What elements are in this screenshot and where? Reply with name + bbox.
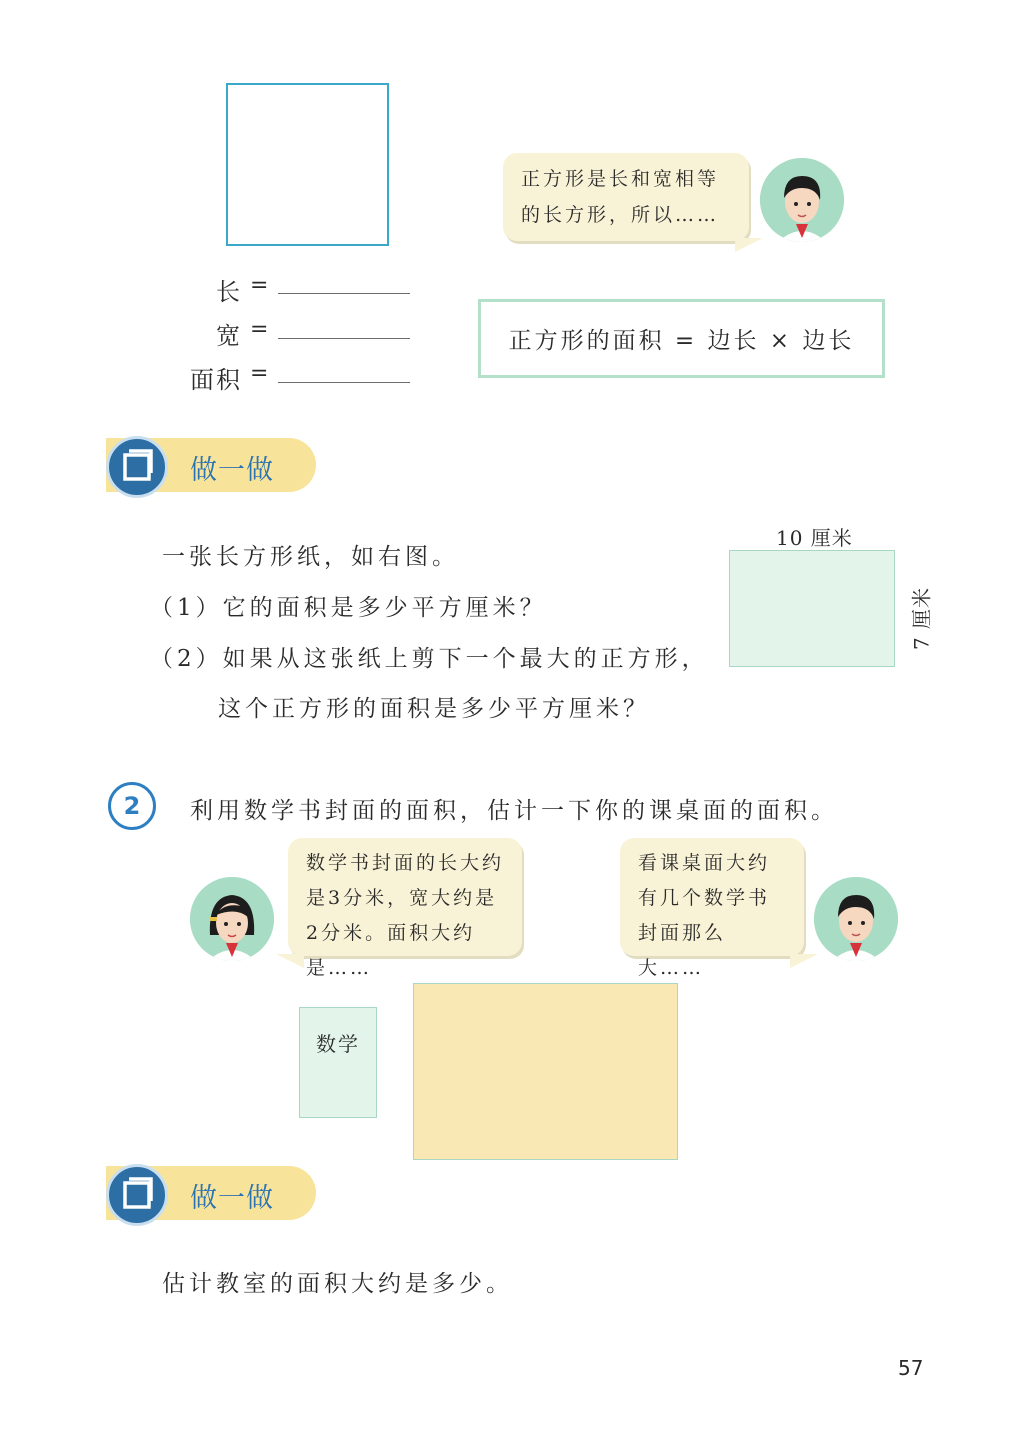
paper-rectangle [729, 550, 895, 667]
equals-sign: = [250, 317, 269, 342]
equals-sign: = [250, 361, 269, 386]
question-2-line-2: 这个正方形的面积是多少平方厘米？ [218, 696, 650, 722]
area-label: 面积 [190, 366, 242, 394]
boy-avatar [814, 877, 898, 961]
bubble-text: 正方形是长和宽相等的长方形，所以…… [521, 168, 720, 226]
square-figure [226, 83, 389, 246]
problem-2-text: 利用数学书封面的面积，估计一下你的课桌面的面积。 [190, 798, 838, 824]
practice-icon [106, 1164, 168, 1226]
girl-speech-bubble [288, 838, 522, 979]
rectangle-width-label: 10 厘米 [776, 526, 853, 550]
width-label: 宽 [216, 322, 242, 350]
speech-bubble [503, 153, 749, 241]
boy-speech-bubble [620, 838, 804, 979]
length-label: 长 [216, 278, 242, 306]
math-book-cover [299, 1007, 377, 1118]
boy-avatar [760, 158, 844, 242]
desk-surface [413, 983, 678, 1160]
classroom-question: 估计教室的面积大约是多少。 [162, 1271, 513, 1297]
question-1: （1）它的面积是多少平方厘米？ [150, 595, 547, 621]
rectangle-height-label: 7 厘米 [909, 586, 934, 651]
formula-text: 正方形的面积 = 边长 × 边长 [508, 328, 855, 354]
equals-sign: = [250, 273, 269, 298]
bubble-tail [790, 954, 818, 968]
boy-bubble-text: 看课桌面大约有几个数学书封面那么大…… [638, 852, 771, 979]
page-number: 57 [898, 1356, 924, 1380]
problem-number: 2 [108, 782, 156, 830]
area-answer-line[interactable] [278, 382, 410, 383]
square-area-formula [478, 299, 885, 378]
practice-icon [106, 436, 168, 498]
question-2-line-1: （2）如果从这张纸上剪下一个最大的正方形， [150, 646, 709, 672]
bubble-tail [276, 954, 304, 968]
banner-label: 做一做 [190, 455, 274, 486]
book-label: 数学 [316, 1032, 360, 1056]
bubble-tail [735, 238, 763, 252]
width-answer-line[interactable] [278, 338, 410, 339]
banner-label: 做一做 [190, 1183, 274, 1214]
problem-intro: 一张长方形纸，如右图。 [162, 544, 459, 570]
length-answer-line[interactable] [278, 293, 410, 294]
girl-bubble-text: 数学书封面的长大约是3分米，宽大约是2分米。面积大约是…… [306, 852, 505, 979]
girl-avatar [190, 877, 274, 961]
